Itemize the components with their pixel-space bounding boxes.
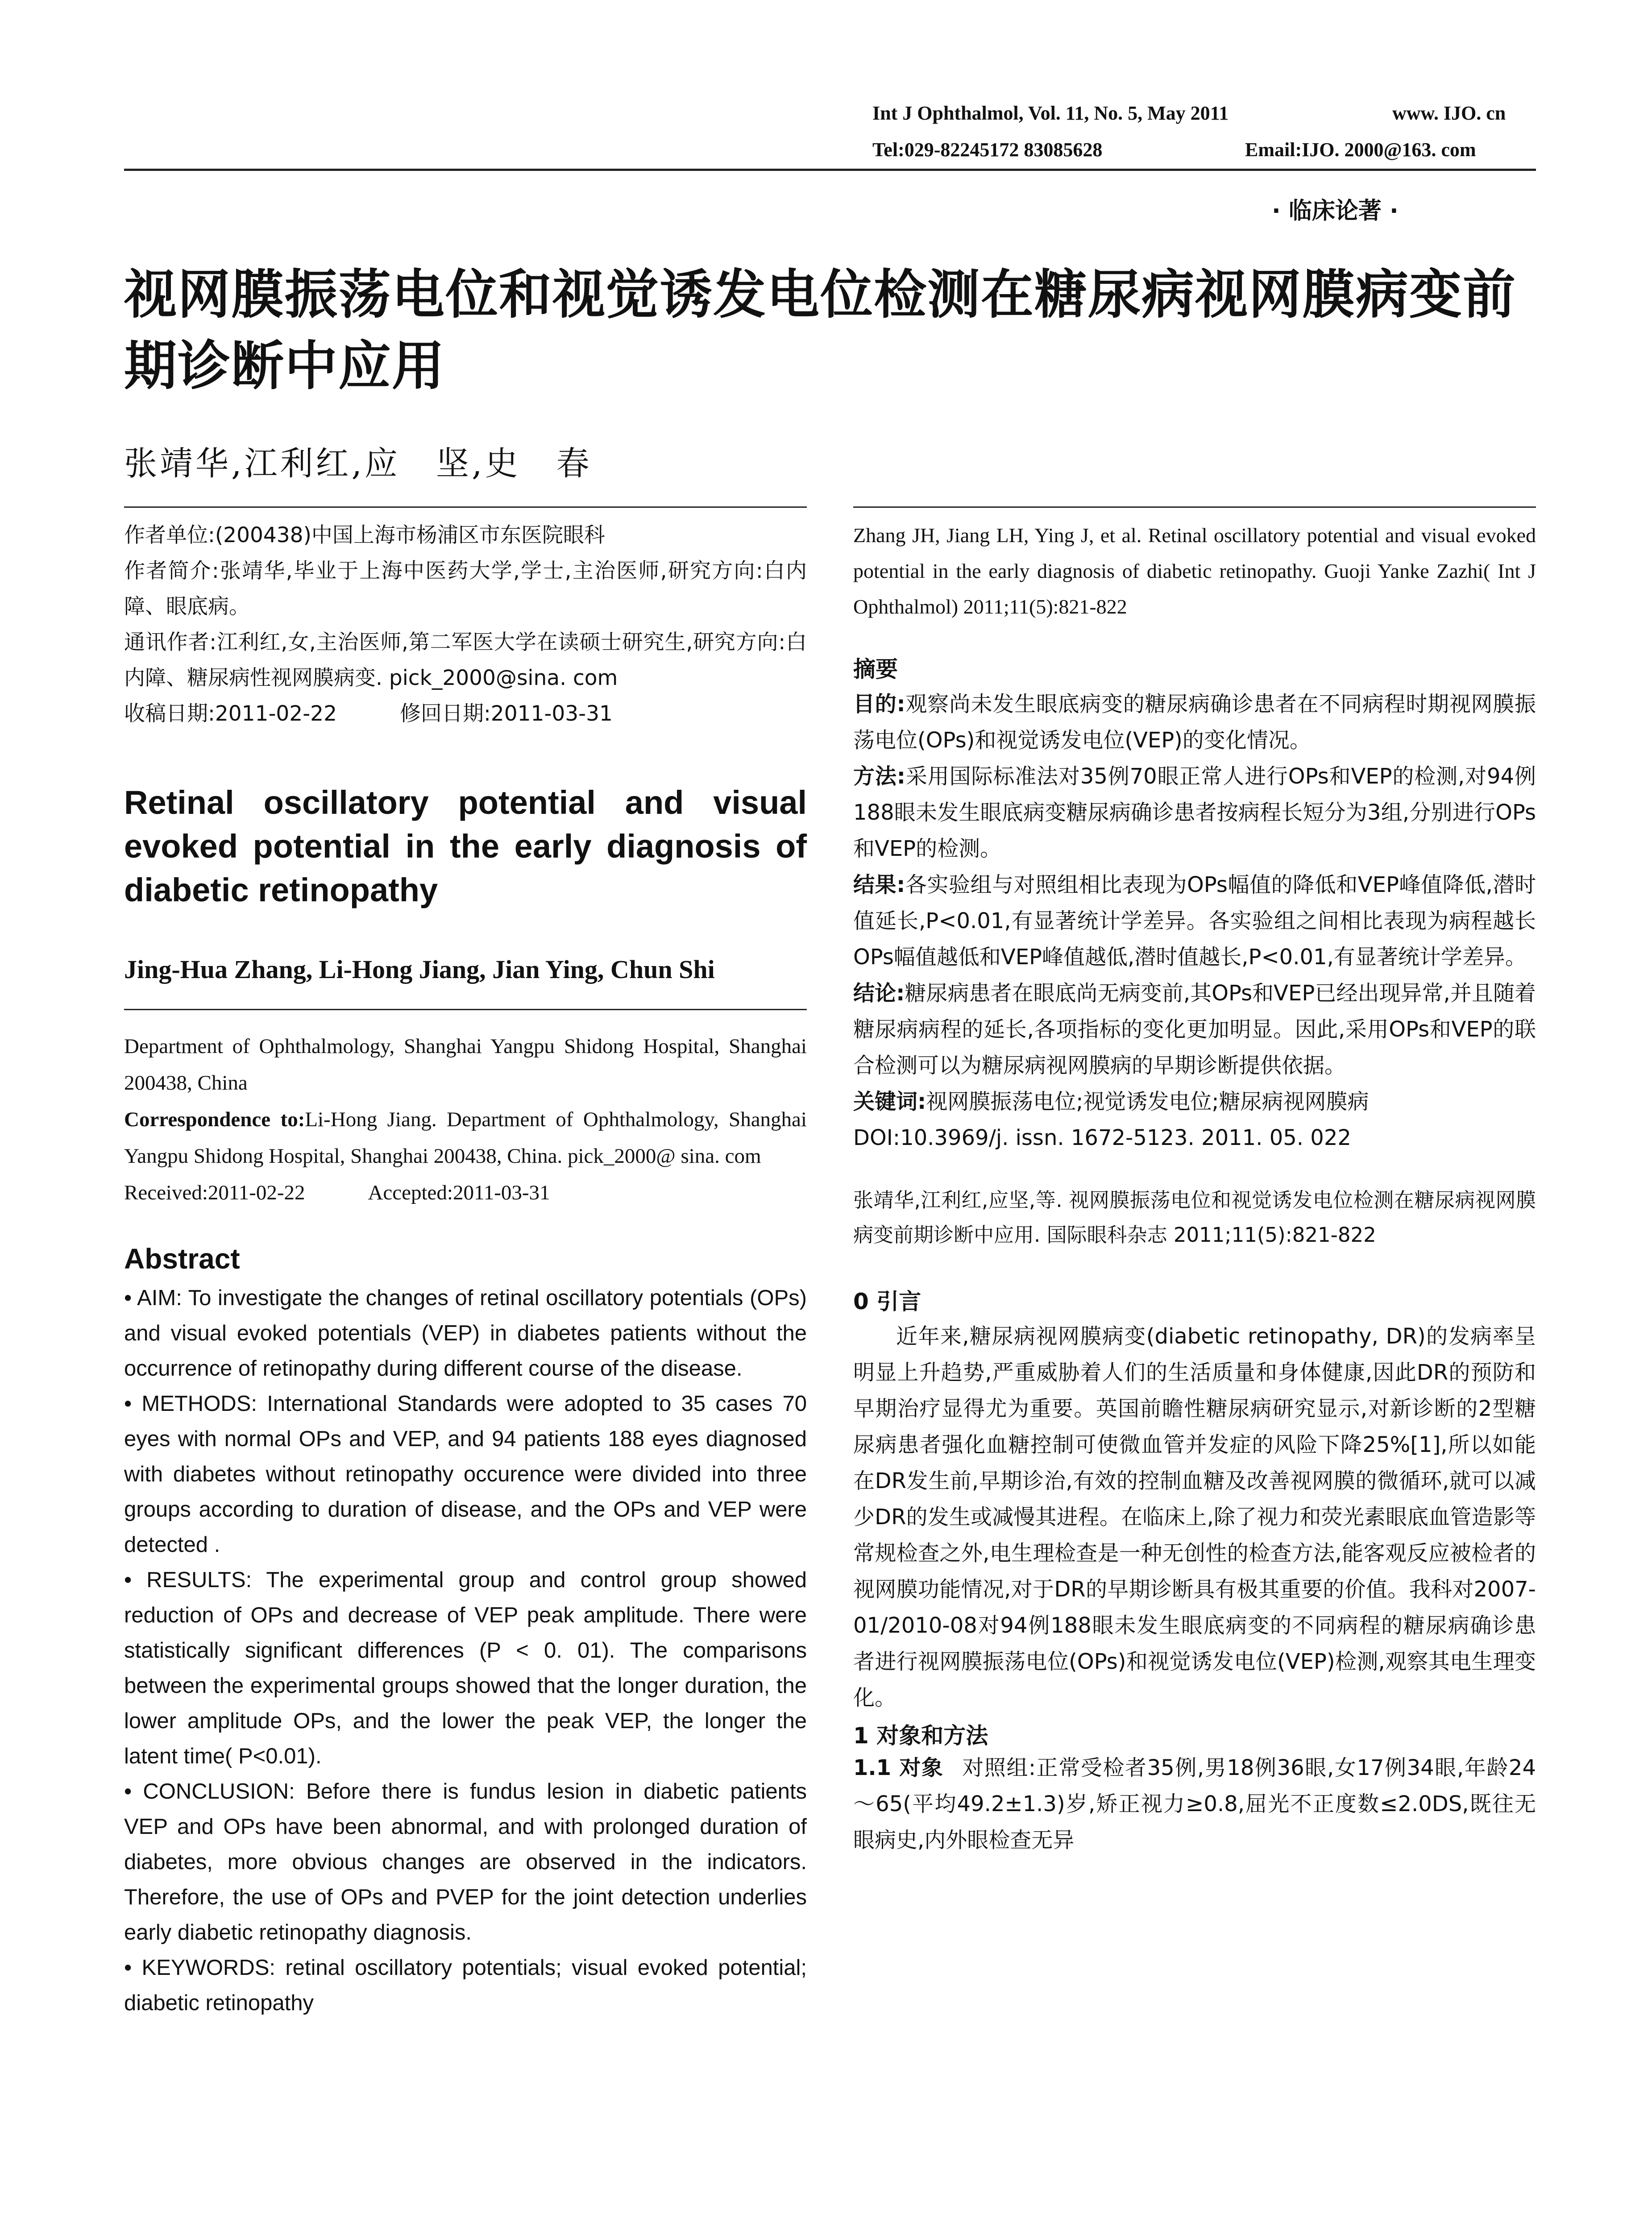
abstract-conclusion: • CONCLUSION: Before there is fundus lesion in diabetic patients VEP and OPs have been abnormal, and with prolonged duration of diabetes, more obvious changes are observed in the indicators. Therefore, the use of OPs and PVEP for the joint detection underlies early diabetic retinopathy diagnosis.: [124, 1779, 807, 1945]
header-rule: [124, 169, 1536, 171]
cn-abstract-conclusion: [853, 975, 1536, 1084]
journal-website: www. IJO. cn: [1392, 102, 1506, 124]
cn-abstract-heading: 摘要: [853, 656, 898, 682]
authors-rule: [124, 1009, 807, 1010]
aim-text: 观察尚未发生眼底病变的糖尿病确诊患者在不同病程时期视网膜振荡电位(OPs)和视觉诱发电位(VEP)的变化情况。: [853, 692, 1536, 753]
abstract-heading: Abstract: [124, 1243, 240, 1275]
conclusion-label: 结论:: [853, 981, 905, 1006]
english-title-line: Retinal oscillatory potential and visual: [124, 784, 807, 821]
abstract-results: • RESULTS: The experimental group and control group showed reduction of OPs and decrease of VEP peak amplitude. There were statistically significant differences (P < 0. 01). The comparisons between the experimental groups showed that the longer duration, the lower amplitude OPs, and the lower the peak VEP, the longer the latent time( P<0.01).: [124, 1568, 807, 1768]
journal-tel: Tel:029-82245172 83085628: [872, 139, 1103, 161]
journal-email: Email:IJO. 2000@163. com: [1245, 139, 1476, 161]
authors-cn: 张靖华,江利红,应 坚,史 春: [124, 444, 592, 483]
english-title: [124, 781, 807, 912]
doi: DOI:10.3969/j. issn. 1672-5123. 2011. 05. 022: [853, 1125, 1351, 1150]
english-title-line: evoked potential in the early diagnosis of: [124, 828, 807, 865]
received-dates: 收稿日期:2011-02-22 修回日期:2011-03-31: [124, 701, 613, 726]
abstract-aim: • AIM: To investigate the changes of retinal oscillatory potentials (OPs) and visual evoked potentials (VEP) in diabetes patients without the occurrence of retinopathy during different course of the disease.: [124, 1286, 807, 1381]
intro-heading: 0 引言: [853, 1289, 921, 1315]
aim-label: 目的:: [853, 692, 905, 717]
keywords-label: 关键词:: [853, 1089, 926, 1114]
journal-info: Int J Ophthalmol, Vol. 11, No. 5, May 2011: [872, 102, 1229, 124]
abstract-methods: • METHODS: International Standards were adopted to 35 cases 70 eyes with normal OPs and VEP, and 94 patients 188 eyes diagnosed with diabetes without retinopathy occurence were divided into three groups according to duration of disease, and the OPs and VEP were detected .: [124, 1392, 807, 1557]
methods-heading: 1 对象和方法: [853, 1723, 988, 1749]
subjects-heading: 1.1 对象: [853, 1755, 944, 1780]
right-top-rule: [853, 506, 1536, 508]
cn-abstract-results: [853, 867, 1536, 975]
cn-abstract-aim: [853, 686, 1536, 759]
correspondence-label: Correspondence to:: [124, 1108, 305, 1131]
english-authors: Jing-Hua Zhang, Li-Hong Jiang, Jian Ying, Chun Shi: [124, 955, 715, 984]
citation-cn: 张靖华,江利红,应坚,等. 视网膜振荡电位和视觉诱发电位检测在糖尿病视网膜病变前期诊断中应用. 国际眼科杂志 2011;11(5):821-822: [853, 1188, 1536, 1247]
page-title: 视网膜振荡电位和视觉诱发电位检测在糖尿病视网膜病变前期诊断中应用: [124, 263, 1517, 397]
intro-text: 近年来,糖尿病视网膜病变(diabetic retinopathy, DR)的发病率呈明显上升趋势,严重威胁着人们的生活质量和身体健康,因此DR的预防和早期治疗显得尤为重要。英国前瞻性糖尿病研究显示,对新诊断的2型糖尿病患者强化血糖控制可使微血管并发症的风险下降25%[1],所以如能在DR发生前,早期诊治,有效的控制血糖及改善视网膜的微循环,就可以减少DR的发生或减慢其进程。在临床上,除了视力和荧光素眼底血管造影等常规检查之外,电生理检查是一种无创性的检查方法,能客观反应被检者的视网膜功能情况,对于DR的早期诊断具有极其重要的价值。我科对2007-01/2010-08对94例188眼未发生眼底病变的不同病程的糖尿病确诊患者进行视网膜振荡电位(OPs)和视觉诱发电位(VEP)检测,观察其电生理变化。: [853, 1324, 1536, 1710]
correspondence: [124, 1101, 807, 1174]
left-column: [124, 518, 807, 2021]
results-text: 各实验组与对照组相比表现为OPs幅值的降低和VEP峰值降低,潜时值延长,P<0.01,有显著统计学差异。各实验组之间相比表现为病程越长OPs幅值越低和VEP峰值越低,潜时值越长,P<0.01,有显著统计学差异。: [853, 872, 1536, 970]
department: Department of Ophthalmology, Shanghai Yangpu Shidong Hospital, Shanghai 200438, China: [124, 1035, 807, 1095]
correspondence-text: Li-Hong Jiang. Department of Ophthalmology, Shanghai Yangpu Shidong Hospital, Shanghai 200438, China. pick_2000@ sina. com: [124, 1108, 807, 1168]
author-unit: 作者单位:(200438)中国上海市杨浦区市东医院眼科: [124, 523, 605, 547]
author-bio: 作者简介:张靖华,毕业于上海中医药大学,学士,主治医师,研究方向:白内障、眼底病。: [124, 559, 807, 619]
conclusion-text: 糖尿病患者在眼底尚无病变前,其OPs和VEP已经出现异常,并且随着糖尿病病程的延长,各项指标的变化更加明显。因此,采用OPs和VEP的联合检测可以为糖尿病视网膜病的早期诊断提供依据。: [853, 981, 1536, 1078]
received-accepted: Received:2011-02-22 Accepted:2011-03-31: [124, 1181, 550, 1204]
subjects-paragraph: [853, 1750, 1536, 1858]
abstract-keywords: • KEYWORDS: retinal oscillatory potentials; visual evoked potential; diabetic retinopathy: [124, 1956, 807, 2015]
cn-abstract-methods: [853, 759, 1536, 867]
english-title-line: diabetic retinopathy: [124, 871, 438, 908]
left-top-rule: [124, 506, 807, 508]
methods-label: 方法:: [853, 764, 905, 789]
corresponding-author: 通讯作者:江利红,女,主治医师,第二军医大学在读硕士研究生,研究方向:白内障、糖尿病性视网膜病变. pick_2000@sina. com: [124, 630, 807, 690]
keywords-text: 视网膜振荡电位;视觉诱发电位;糖尿病视网膜病: [926, 1089, 1369, 1114]
section-label: · 临床论著 ·: [1272, 198, 1399, 224]
results-label: 结果:: [853, 872, 905, 897]
methods-text: 采用国际标准法对35例70眼正常人进行OPs和VEP的检测,对94例188眼未发生眼底病变糖尿病确诊患者按病程长短分为3组,分别进行OPs和VEP的检测。: [853, 764, 1536, 861]
cn-keywords: [853, 1084, 1536, 1120]
right-column: [853, 518, 1536, 1858]
citation-en: Zhang JH, Jiang LH, Ying J, et al. Retinal oscillatory potential and visual evoked potential in the early diagnosis of diabetic retinopathy. Guoji Yanke Zazhi( Int J Ophthalmol) 2011;11(5):821-822: [853, 524, 1536, 618]
subjects-text: 对照组:正常受检者35例,男18例36眼,女17例34眼,年龄24～65(平均49.2±1.3)岁,矫正视力≥0.8,屈光不正度数≤2.0DS,既往无眼病史,内外眼检查无异: [853, 1755, 1536, 1853]
